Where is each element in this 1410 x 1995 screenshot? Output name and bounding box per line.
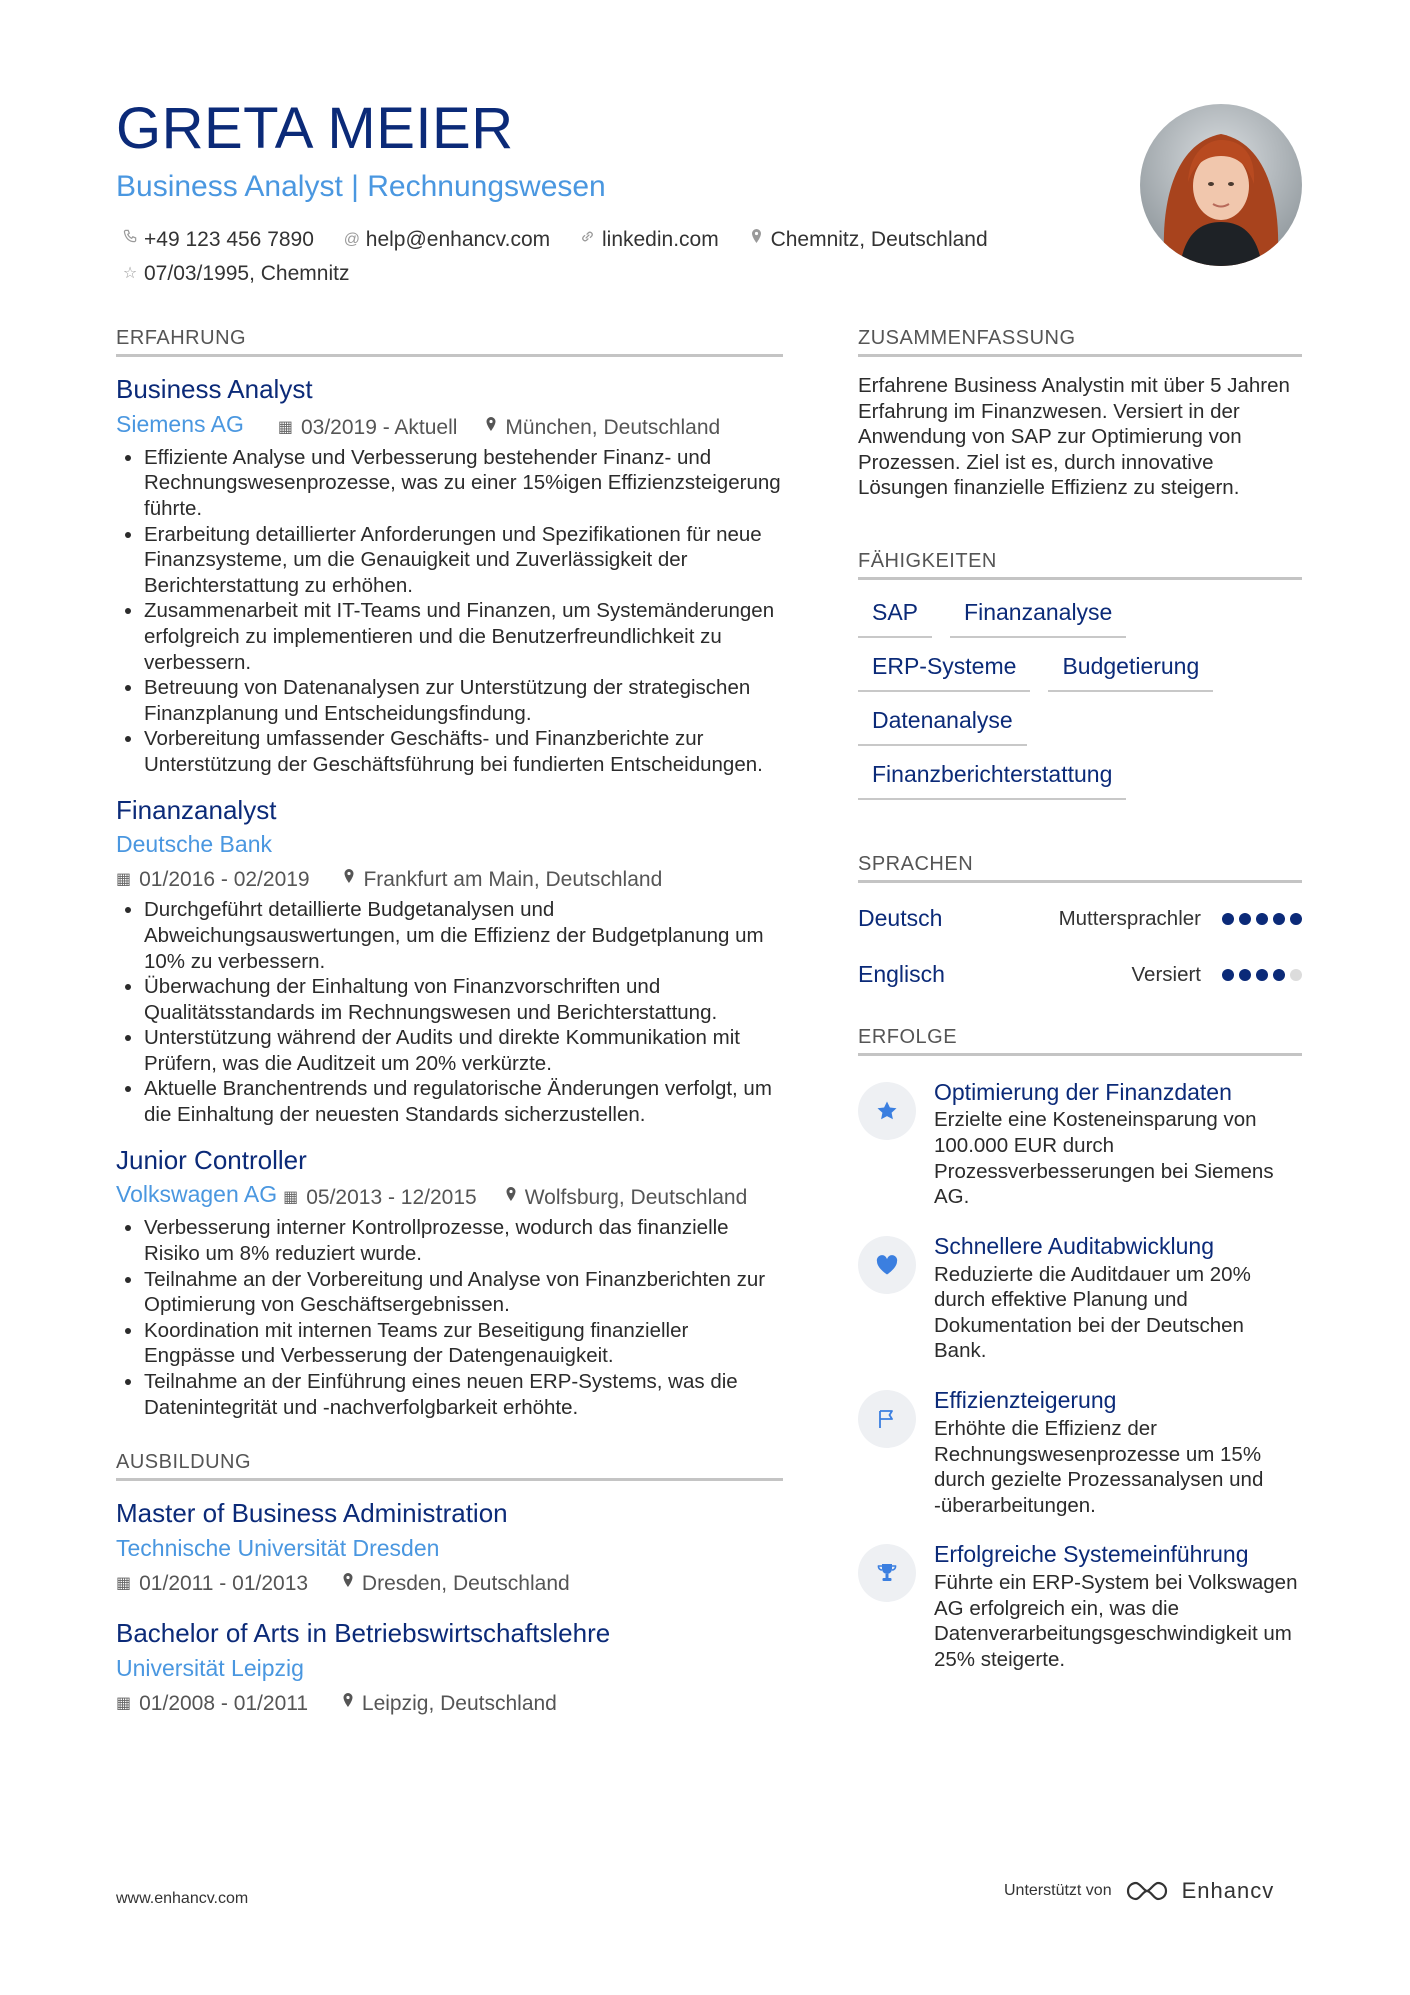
star-outline-icon: ☆ xyxy=(122,265,138,282)
brand-name: Enhancv xyxy=(1181,1878,1275,1903)
language-rating xyxy=(1217,969,1302,981)
company-name: Volkswagen AG xyxy=(116,1181,278,1208)
job-bullets xyxy=(116,1215,783,1420)
list-item: • Teilnahme an der Einführung eines neuen ERP-Systems, was die Datenintegrität und -nachverfolgbarkeit erhöhte. xyxy=(144,1369,783,1420)
education-dates: ▦ 01/2011 - 01/2013 xyxy=(116,1567,308,1601)
calendar-icon: ▦ xyxy=(116,1575,132,1592)
degree-title: Bachelor of Arts in Betriebswirtschaftslehre xyxy=(116,1618,611,1648)
achievement-desc: Reduzierte die Auditdauer um 20% durch effektive Planung und Dokumentation bei der Deutschen Bank. xyxy=(934,1262,1251,1363)
skills-list xyxy=(858,594,1302,800)
job-title: Finanzanalyst xyxy=(116,794,277,825)
achievement-body xyxy=(934,1078,1302,1210)
right-column xyxy=(858,326,1302,1673)
achievement-desc: Erhöhte die Effizienz der Rechnungswesenprozesse um 15% durch gezielte Prozessanalysen und -überarbeitungen. xyxy=(934,1416,1264,1517)
trophy-icon xyxy=(858,1544,916,1602)
list-item: • Überwachung der Einhaltung von Finanzvorschriften und Qualitätsstandards im Rechnungswesen und Berichterstattung. xyxy=(144,974,783,1025)
experience-heading: ERFAHRUNG xyxy=(116,326,783,357)
achievement-desc: Erzielte eine Kosteneinsparung von 100.000 EUR durch Prozessverbesserungen bei Siemens AG. xyxy=(934,1108,1274,1209)
rating-dot-filled xyxy=(1239,913,1251,925)
skill-row xyxy=(858,594,1302,638)
experience-entry xyxy=(116,373,783,778)
contact-email[interactable]: @ help@enhancv.com xyxy=(344,224,550,256)
language-level: Muttersprachler xyxy=(1058,906,1201,930)
language-entry xyxy=(858,955,1302,995)
location-pin-icon xyxy=(343,863,355,897)
list-item: • Verbesserung interner Kontrollprozesse, wodurch das finanzielle Risiko um 8% reduziert wurde. xyxy=(144,1215,783,1266)
job-title: Business Analyst xyxy=(116,374,313,404)
location-pin-icon xyxy=(485,411,497,445)
education-meta xyxy=(116,1651,783,1721)
language-level: Versiert xyxy=(1131,962,1201,986)
rating-dot-filled xyxy=(1222,969,1234,981)
rating-dot-filled xyxy=(1290,913,1302,925)
achievement-title: Optimierung der Finanzdaten xyxy=(934,1078,1232,1105)
language-name: Deutsch xyxy=(858,905,943,932)
calendar-icon: ▦ xyxy=(116,871,132,889)
skill-tag: Finanzberichterstattung xyxy=(858,756,1126,800)
company-name: Siemens AG xyxy=(116,410,244,437)
location-pin-icon xyxy=(505,1181,517,1215)
job-meta xyxy=(116,407,783,445)
location-pin-icon xyxy=(342,1567,354,1601)
calendar-icon: ▦ xyxy=(116,1694,132,1712)
achievement-entry xyxy=(858,1232,1302,1364)
skill-row xyxy=(858,702,1302,746)
candidate-name: GRETA MEIER xyxy=(116,96,514,161)
calendar-icon: ▦ xyxy=(283,1189,299,1207)
contact-location: Chemnitz, Deutschland xyxy=(749,224,988,256)
candidate-title: Business Analyst | Rechnungswesen xyxy=(116,170,606,203)
skill-row xyxy=(858,648,1302,692)
skill-tag: Datenanalyse xyxy=(858,702,1027,746)
skill-tag: ERP-Systeme xyxy=(858,648,1030,692)
contact-phone: +49 123 456 7890 xyxy=(122,224,314,256)
school-name: Universität Leipzig xyxy=(116,1654,304,1681)
skills-heading: FÄHIGKEITEN xyxy=(858,549,1302,580)
language-rating xyxy=(1217,913,1302,925)
achievements-heading: ERFOLGE xyxy=(858,1025,1302,1056)
rating-dot-filled xyxy=(1256,969,1268,981)
rating-dot-filled xyxy=(1222,913,1234,925)
job-meta xyxy=(116,827,783,897)
school-name: Technische Universität Dresden xyxy=(116,1535,440,1561)
skill-row xyxy=(858,756,1302,800)
company-name: Deutsche Bank xyxy=(116,831,272,858)
list-item: • Effiziente Analyse und Verbesserung bestehender Finanz- und Rechnungswesenprozesse, was zu einer 15%igen Effizienzsteigerung führte. xyxy=(144,445,783,522)
at-icon: @ xyxy=(343,231,361,248)
job-dates: ▦ 05/2013 - 12/2015 xyxy=(283,1181,477,1215)
job-location: Frankfurt am Main, Deutschland xyxy=(343,863,662,897)
language-entry xyxy=(858,899,1302,939)
education-meta xyxy=(116,1531,783,1601)
education-entry xyxy=(116,1497,783,1601)
achievement-entry xyxy=(858,1386,1302,1518)
contact-birth: ☆ 07/03/1995, Chemnitz xyxy=(122,258,349,290)
skill-tag: Finanzanalyse xyxy=(950,594,1126,638)
job-dates: ▦ 03/2019 - Aktuell xyxy=(278,411,458,445)
contact-info xyxy=(122,222,1082,290)
flag-icon xyxy=(858,1390,916,1448)
job-meta xyxy=(116,1177,783,1215)
rating-dot-filled xyxy=(1273,969,1285,981)
calendar-icon: ▦ xyxy=(277,418,293,436)
languages-heading: SPRACHEN xyxy=(858,852,1302,883)
experience-entry xyxy=(116,1144,783,1421)
job-location: Wolfsburg, Deutschland xyxy=(505,1181,748,1215)
achievement-title: Erfolgreiche Systemeinführung xyxy=(934,1541,1249,1568)
achievement-entry xyxy=(858,1540,1302,1672)
education-heading: AUSBILDUNG xyxy=(116,1450,783,1481)
skill-tag: SAP xyxy=(858,594,932,638)
powered-by-label: Unterstützt von xyxy=(1004,1882,1112,1899)
education-location: Dresden, Deutschland xyxy=(342,1567,570,1601)
list-item: • Durchgeführt detaillierte Budgetanalysen und Abweichungsauswertungen, um die Effizienz der Budgetplanung um 10% zu verbessern. xyxy=(144,897,783,974)
left-column xyxy=(116,326,783,1721)
summary-text: Erfahrene Business Analystin mit über 5 Jahren Erfahrung im Finanzwesen. Versiert in der Anwendung von SAP zur Optimierung von Prozessen. Ziel ist es, durch innovative Lösungen finanzielle Effizienz zu steigern. xyxy=(858,374,1290,500)
list-item: • Vorbereitung umfassender Geschäfts- und Finanzberichte zur Unterstützung der Geschäftsführung bei fundierten Entscheidungen. xyxy=(144,726,783,777)
job-location: München, Deutschland xyxy=(485,411,720,445)
achievement-body xyxy=(934,1540,1302,1672)
list-item: • Unterstützung während der Audits und direkte Kommunikation mit Prüfern, was die Auditzeit um 20% verkürzte. xyxy=(144,1025,783,1076)
list-item: • Aktuelle Branchentrends und regulatorische Änderungen verfolgt, um die Einhaltung der neuesten Standards sicherzustellen. xyxy=(144,1076,783,1127)
location-pin-icon xyxy=(342,1687,354,1721)
list-item: • Koordination mit internen Teams zur Beseitigung finanzieller Engpässe und Verbesserung der Datengenauigkeit. xyxy=(144,1318,783,1369)
profile-photo xyxy=(1140,104,1302,266)
enhancv-logo-icon xyxy=(1124,1879,1170,1903)
list-item: • Zusammenarbeit mit IT-Teams und Finanzen, um Systemänderungen erfolgreich zu implementieren und die Benutzerfreundlichkeit zu verbessern. xyxy=(144,598,783,675)
heart-icon xyxy=(858,1236,916,1294)
job-title: Junior Controller xyxy=(116,1144,307,1175)
job-bullets xyxy=(116,897,783,1127)
language-name: Englisch xyxy=(858,961,945,988)
footer-website[interactable]: www.enhancv.com xyxy=(116,1890,249,1907)
experience-entry xyxy=(116,794,783,1128)
achievement-body xyxy=(934,1232,1302,1364)
degree-title: Master of Business Administration xyxy=(116,1498,508,1529)
list-item: • Erarbeitung detaillierter Anforderungen und Spezifikationen für neue Finanzsysteme, um die Genauigkeit und Zuverlässigkeit der Berichterstattung zu erhöhen. xyxy=(144,522,783,599)
rating-dot-empty xyxy=(1290,969,1302,981)
achievement-desc: Führte ein ERP-System bei Volkswagen AG erfolgreich ein, was die Datenverarbeitungsgeschwindigkeit um 25% steigerte. xyxy=(934,1571,1298,1671)
achievement-body xyxy=(934,1386,1302,1518)
summary-heading: ZUSAMMENFASSUNG xyxy=(858,326,1302,357)
education-entry xyxy=(116,1617,783,1721)
phone-icon xyxy=(122,224,138,256)
rating-dot-filled xyxy=(1239,969,1251,981)
education-dates: ▦ 01/2008 - 01/2011 xyxy=(116,1687,308,1721)
education-location: Leipzig, Deutschland xyxy=(342,1687,557,1721)
achievement-title: Schnellere Auditabwicklung xyxy=(934,1232,1215,1259)
job-bullets xyxy=(116,445,783,778)
location-pin-icon xyxy=(749,224,765,256)
footer-branding xyxy=(1004,1878,1274,1904)
achievement-title: Effizienzteigerung xyxy=(934,1387,1117,1414)
link-icon xyxy=(580,224,596,256)
contact-linkedin[interactable]: linkedin.com xyxy=(580,224,719,256)
achievement-entry xyxy=(858,1078,1302,1210)
star-icon xyxy=(858,1082,916,1140)
skill-tag: Budgetierung xyxy=(1048,648,1213,692)
list-item: • Betreuung von Datenanalysen zur Unterstützung der strategischen Finanzplanung und Entscheidungsfindung. xyxy=(144,675,783,726)
list-item: • Teilnahme an der Vorbereitung und Analyse von Finanzberichten zur Optimierung von Geschäftsergebnissen. xyxy=(144,1267,783,1318)
job-dates: ▦ 01/2016 - 02/2019 xyxy=(116,863,310,897)
rating-dot-filled xyxy=(1273,913,1285,925)
rating-dot-filled xyxy=(1256,913,1268,925)
